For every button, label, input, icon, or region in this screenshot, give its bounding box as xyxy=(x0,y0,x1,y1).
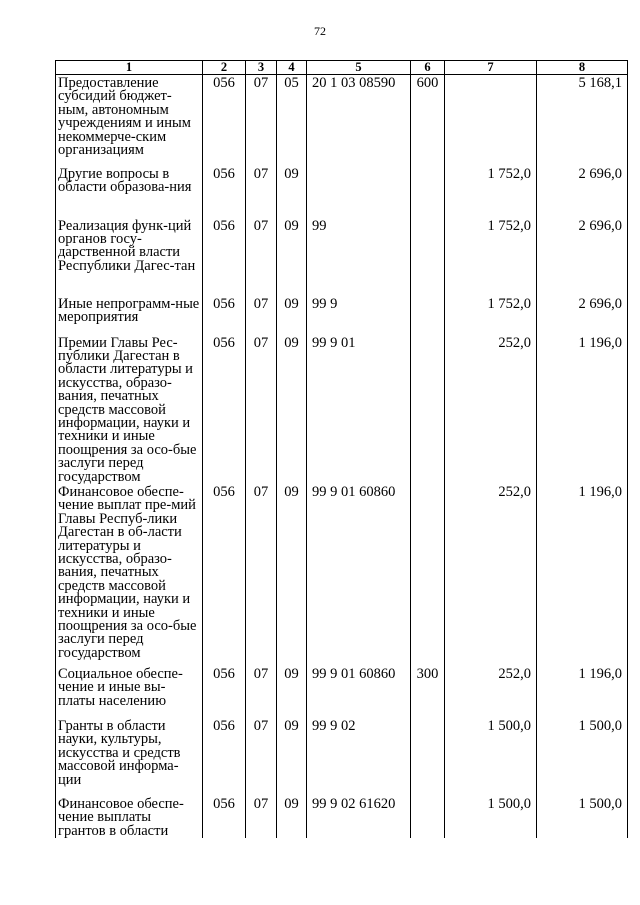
row-name-cell: Другие вопросы в области образова-ния xyxy=(56,166,203,218)
amount-col-8-cell: 2 696,0 xyxy=(537,296,628,335)
table-row xyxy=(56,335,628,484)
row-name-cell: Иные непрограмм-ные мероприятия xyxy=(56,296,203,335)
table-row xyxy=(56,718,628,796)
subsection-code-cell: 09 xyxy=(277,335,307,484)
table-row xyxy=(56,484,628,666)
expense-type-cell: 300 xyxy=(411,666,445,718)
amount-col-8-cell: 1 196,0 xyxy=(537,335,628,484)
section-code-cell: 07 xyxy=(246,796,277,838)
target-article-cell xyxy=(307,166,411,218)
table-row xyxy=(56,666,628,718)
target-article-cell: 99 9 01 xyxy=(307,335,411,484)
row-name-cell: Финансовое обеспе-чение выплаты грантов в области xyxy=(56,796,203,838)
budget-table-container xyxy=(55,60,627,846)
target-article-cell: 99 9 xyxy=(307,296,411,335)
row-name-cell: Реализация функ-ций органов госу-дарственной власти Республики Дагес-тан xyxy=(56,218,203,296)
subsection-code-cell: 09 xyxy=(277,796,307,838)
header-col-1: 1 xyxy=(56,61,203,75)
expense-type-cell xyxy=(411,218,445,296)
amount-col-7-cell: 1 752,0 xyxy=(445,218,537,296)
row-name-cell: Гранты в области науки, культуры, искусства и средств массовой информа-ции xyxy=(56,718,203,796)
subsection-code-cell: 09 xyxy=(277,484,307,666)
chapter-code-cell: 056 xyxy=(203,796,246,838)
header-col-6: 6 xyxy=(411,61,445,75)
amount-col-8-cell: 1 196,0 xyxy=(537,484,628,666)
amount-col-7-cell: 252,0 xyxy=(445,666,537,718)
section-code-cell: 07 xyxy=(246,296,277,335)
header-row xyxy=(56,61,628,75)
section-code-cell: 07 xyxy=(246,218,277,296)
amount-col-7-cell: 252,0 xyxy=(445,335,537,484)
subsection-code-cell: 09 xyxy=(277,218,307,296)
section-code-cell: 07 xyxy=(246,166,277,218)
amount-col-7-cell: 1 500,0 xyxy=(445,796,537,838)
table-row xyxy=(56,296,628,335)
target-article-cell: 20 1 03 08590 xyxy=(307,75,411,166)
section-code-cell: 07 xyxy=(246,75,277,166)
subsection-code-cell: 09 xyxy=(277,666,307,718)
chapter-code-cell: 056 xyxy=(203,718,246,796)
row-name-cell: Премии Главы Рес-публики Дагестан в области литературы и искусства, образо-вания, печатных средств массовой информации, науки и техники и иные поощрения за осо-бые заслуги перед государством xyxy=(56,335,203,484)
table-row xyxy=(56,796,628,838)
expense-type-cell xyxy=(411,796,445,838)
target-article-cell: 99 9 01 60860 xyxy=(307,484,411,666)
header-col-5: 5 xyxy=(307,61,411,75)
expense-type-cell xyxy=(411,296,445,335)
chapter-code-cell: 056 xyxy=(203,166,246,218)
amount-col-7-cell xyxy=(445,75,537,166)
expense-type-cell xyxy=(411,484,445,666)
subsection-code-cell: 09 xyxy=(277,718,307,796)
amount-col-8-cell: 1 500,0 xyxy=(537,796,628,838)
subsection-code-cell: 05 xyxy=(277,75,307,166)
target-article-cell: 99 xyxy=(307,218,411,296)
amount-col-8-cell: 1 500,0 xyxy=(537,718,628,796)
expense-type-cell xyxy=(411,718,445,796)
budget-table xyxy=(55,60,628,838)
chapter-code-cell: 056 xyxy=(203,484,246,666)
section-code-cell: 07 xyxy=(246,718,277,796)
subsection-code-cell: 09 xyxy=(277,166,307,218)
header-col-7: 7 xyxy=(445,61,537,75)
chapter-code-cell: 056 xyxy=(203,335,246,484)
header-col-2: 2 xyxy=(203,61,246,75)
table-row xyxy=(56,218,628,296)
amount-col-8-cell: 1 196,0 xyxy=(537,666,628,718)
section-code-cell: 07 xyxy=(246,666,277,718)
section-code-cell: 07 xyxy=(246,484,277,666)
target-article-cell: 99 9 02 61620 xyxy=(307,796,411,838)
chapter-code-cell: 056 xyxy=(203,296,246,335)
chapter-code-cell: 056 xyxy=(203,218,246,296)
table-row xyxy=(56,166,628,218)
table-row xyxy=(56,75,628,166)
header-col-8: 8 xyxy=(537,61,628,75)
chapter-code-cell: 056 xyxy=(203,75,246,166)
header-col-3: 3 xyxy=(246,61,277,75)
amount-col-8-cell: 5 168,1 xyxy=(537,75,628,166)
page-number: 72 xyxy=(314,24,326,38)
target-article-cell: 99 9 01 60860 xyxy=(307,666,411,718)
amount-col-8-cell: 2 696,0 xyxy=(537,166,628,218)
amount-col-7-cell: 252,0 xyxy=(445,484,537,666)
row-name-cell: Предоставление субсидий бюджет-ным, автономным учреждениям и иным некоммерче-ским организациям xyxy=(56,75,203,166)
section-code-cell: 07 xyxy=(246,335,277,484)
amount-col-7-cell: 1 500,0 xyxy=(445,718,537,796)
header-col-4: 4 xyxy=(277,61,307,75)
row-name-cell: Социальное обеспе-чение и иные вы-платы населению xyxy=(56,666,203,718)
target-article-cell: 99 9 02 xyxy=(307,718,411,796)
amount-col-7-cell: 1 752,0 xyxy=(445,166,537,218)
subsection-code-cell: 09 xyxy=(277,296,307,335)
expense-type-cell xyxy=(411,335,445,484)
amount-col-8-cell: 2 696,0 xyxy=(537,218,628,296)
chapter-code-cell: 056 xyxy=(203,666,246,718)
amount-col-7-cell: 1 752,0 xyxy=(445,296,537,335)
table-body xyxy=(56,75,628,839)
expense-type-cell: 600 xyxy=(411,75,445,166)
row-name-cell: Финансовое обеспе-чение выплат пре-мий Главы Респуб-лики Дагестан в об-ласти литературы и искусства, образо-вания, печатных средств массовой информации, науки и техники и иные поощрения за осо-бые заслуги перед государством xyxy=(56,484,203,666)
expense-type-cell xyxy=(411,166,445,218)
